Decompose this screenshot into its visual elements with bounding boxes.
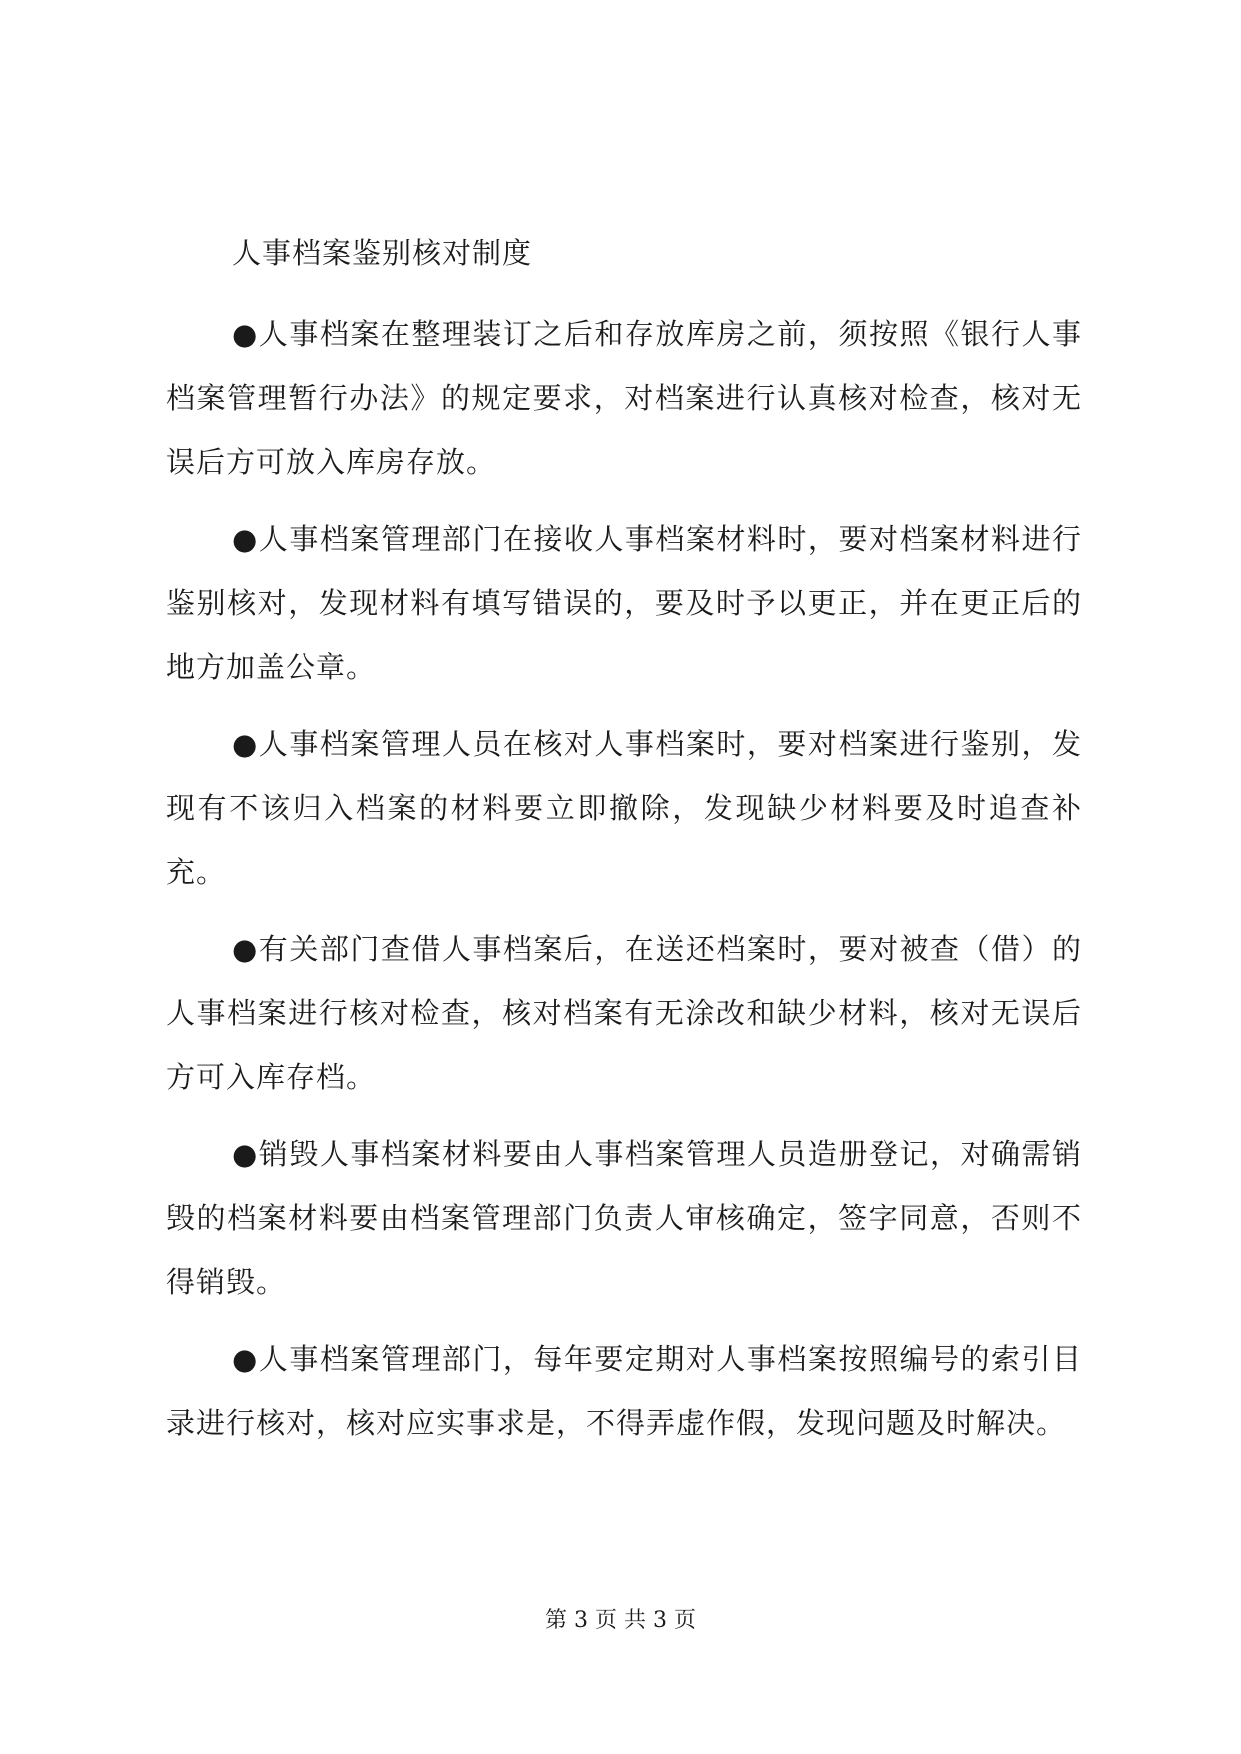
- document-body: [166, 224, 1082, 1468]
- paragraph-6: ●人事档案管理部门，每年要定期对人事档案按照编号的索引目录进行核对，核对应实事求是，不得弄虚作假，发现问题及时解决。: [166, 1342, 1082, 1440]
- page-number-footer: 第 3 页 共 3 页: [545, 1608, 696, 1633]
- document-title: 人事档案鉴别核对制度: [232, 236, 533, 270]
- paragraph-1: ●人事档案在整理装订之后和存放库房之前，须按照《银行人事档案管理暂行办法》的规定要求，对档案进行认真核对检查，核对无误后方可放入库房存放。: [166, 317, 1082, 479]
- paragraph-2: ●人事档案管理部门在接收人事档案材料时，要对档案材料进行鉴别核对，发现材料有填写错误的，要及时予以更正，并在更正后的地方加盖公章。: [166, 522, 1082, 684]
- paragraph-4: ●有关部门查借人事档案后，在送还档案时，要对被查（借）的人事档案进行核对检查，核对档案有无涂改和缺少材料，核对无误后方可入库存档。: [166, 932, 1082, 1094]
- paragraph-5: ●销毁人事档案材料要由人事档案管理人员造册登记，对确需销毁的档案材料要由档案管理部门负责人审核确定，签字同意，否则不得销毁。: [166, 1137, 1082, 1299]
- paragraph-3: ●人事档案管理人员在核对人事档案时，要对档案进行鉴别，发现有不该归入档案的材料要立即撤除，发现缺少材料要及时追查补充。: [166, 727, 1082, 889]
